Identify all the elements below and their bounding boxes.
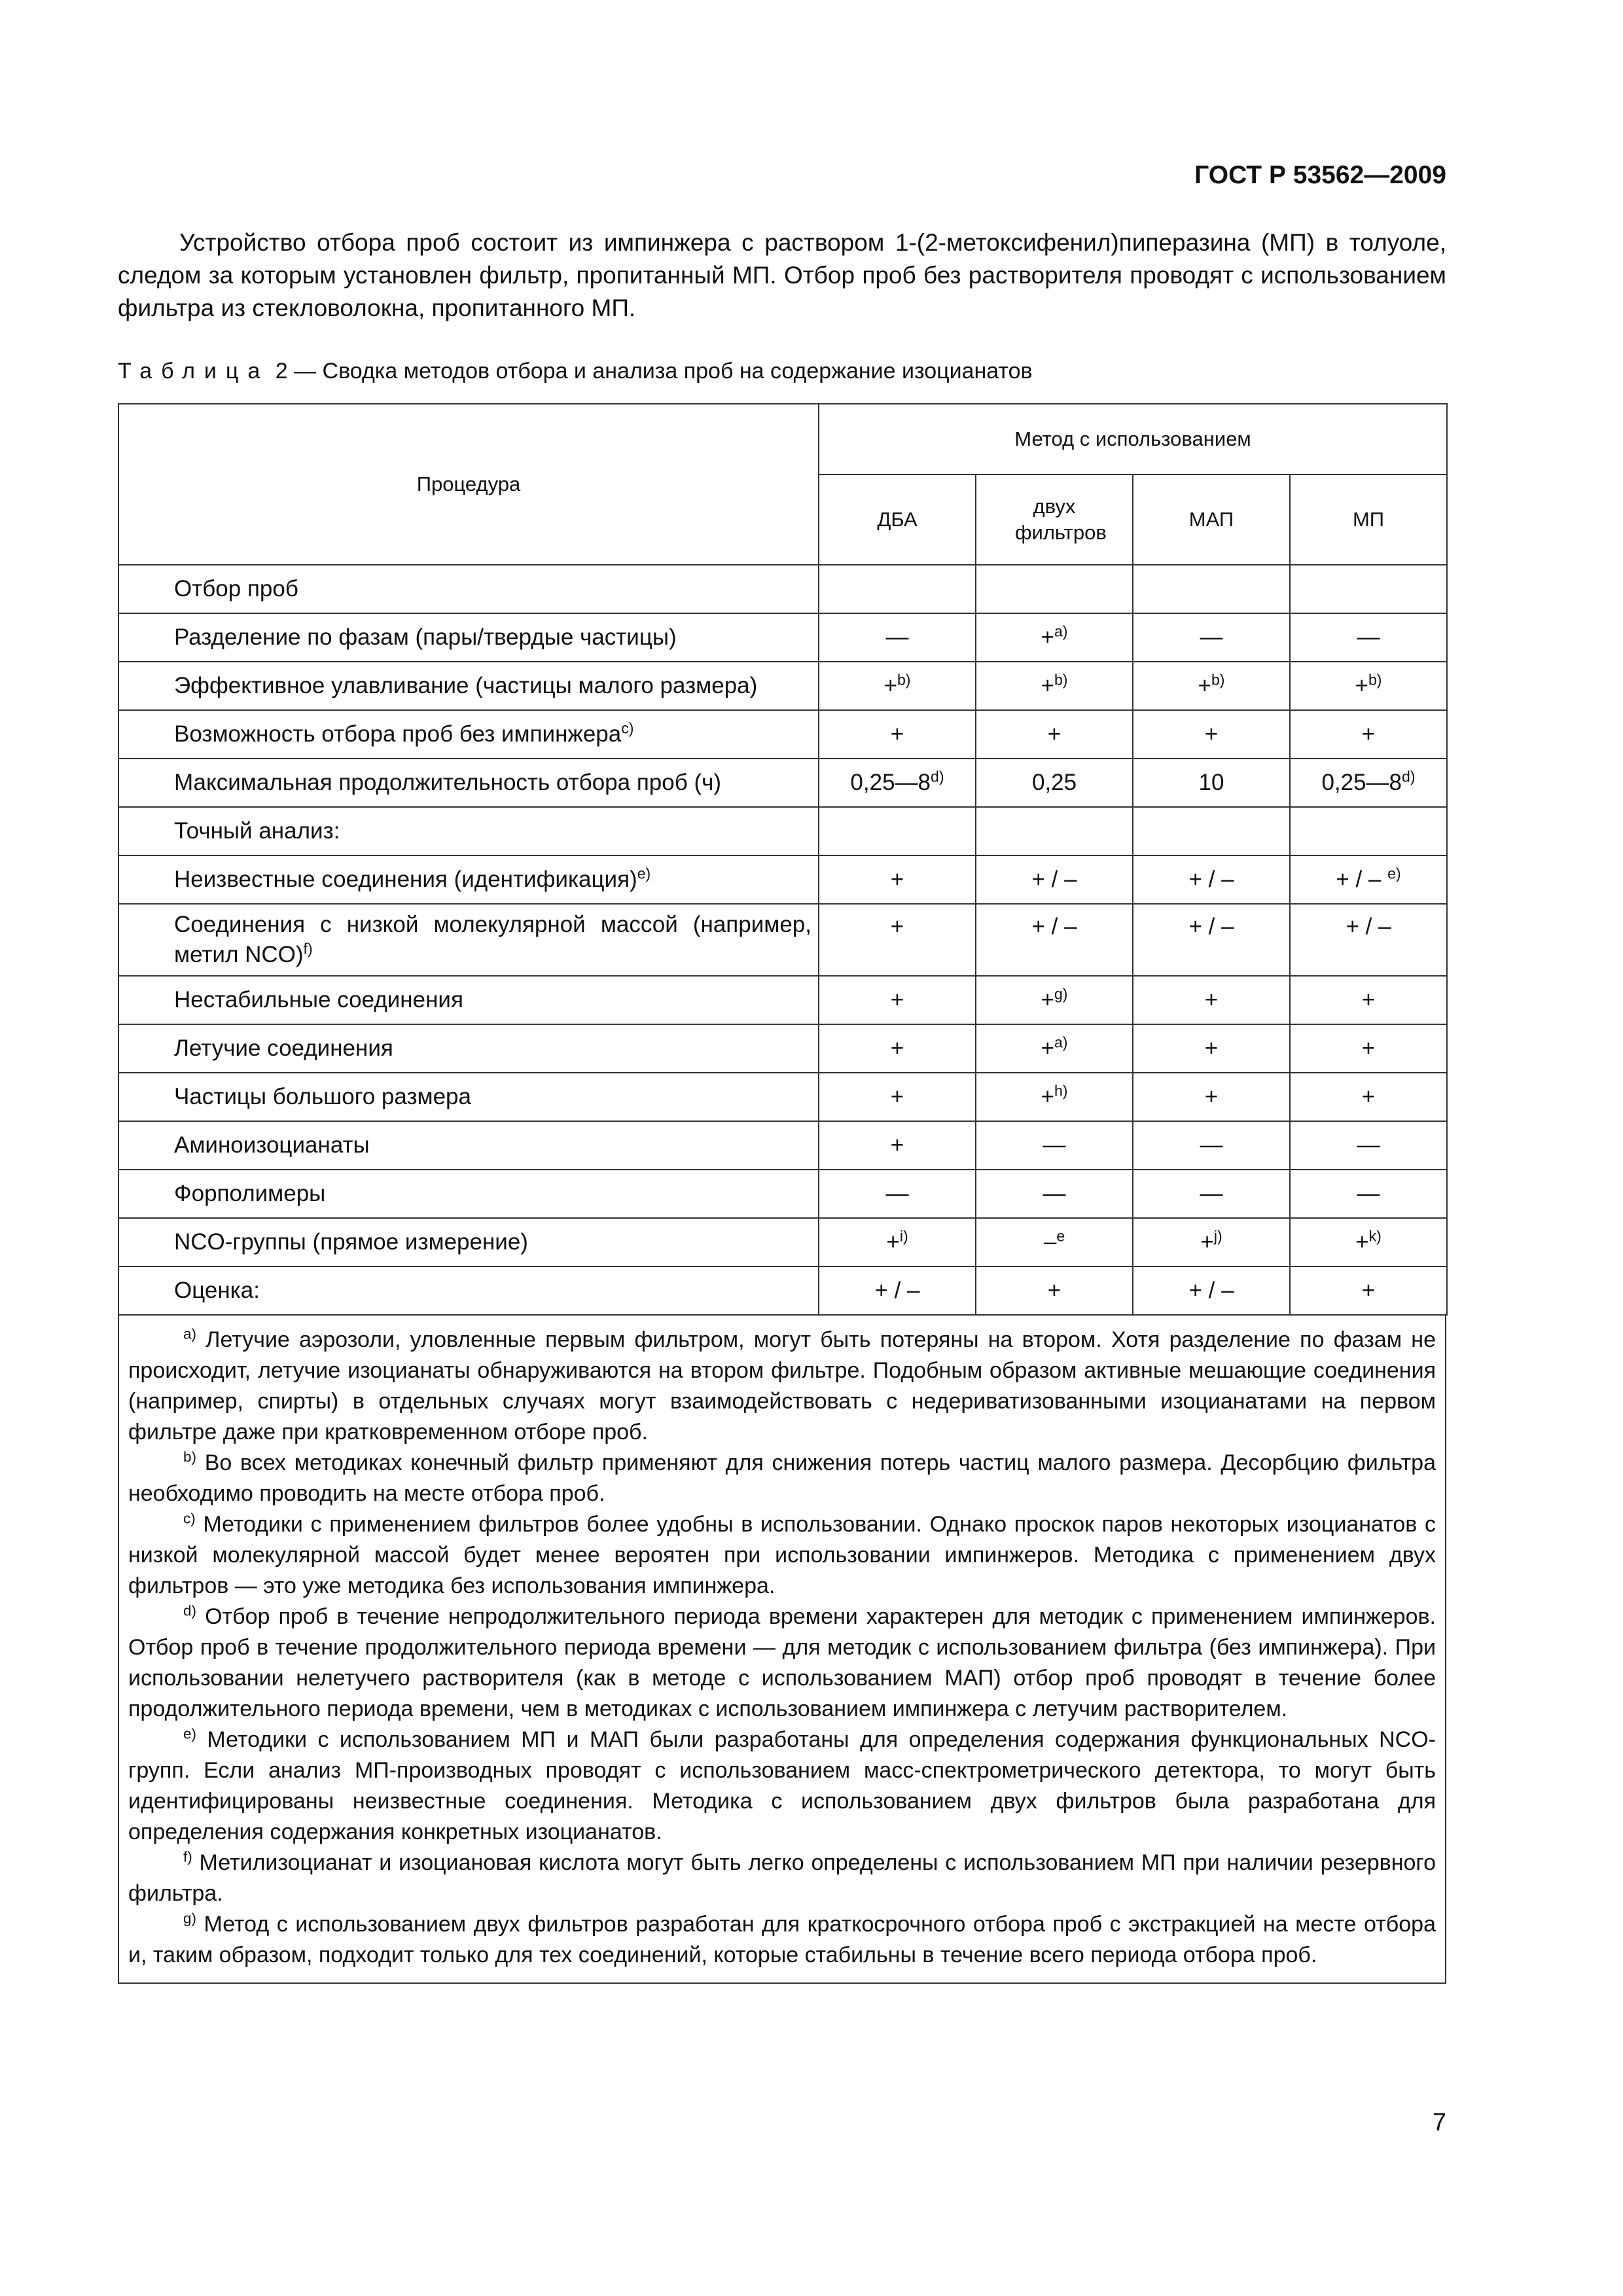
value-text: 0,25 (1031, 770, 1077, 795)
value-text: + / – (1188, 1278, 1234, 1303)
table-row (118, 1170, 1447, 1218)
footnote-mark: g) (183, 1910, 196, 1927)
value-text: — (885, 1181, 909, 1206)
footnote-ref: a) (1054, 1033, 1068, 1051)
table-row (118, 904, 1447, 976)
table-row (118, 759, 1447, 807)
procedure-cell (118, 1266, 819, 1315)
value-cell (1133, 710, 1290, 759)
value-cell (1290, 1073, 1447, 1121)
procedure-cell (118, 1170, 819, 1218)
value-cell (1133, 662, 1290, 710)
footnote-mark: c) (183, 1510, 196, 1527)
value-text: + (883, 673, 897, 698)
value-cell (1133, 759, 1290, 807)
value-text: — (1200, 1181, 1223, 1206)
procedure-text: Эффективное улавливание (частицы малого размера) (174, 673, 758, 698)
value-cell (819, 1024, 976, 1073)
footnote-ref: b) (1368, 671, 1382, 689)
value-text: + (1204, 1035, 1219, 1061)
procedure-cell (118, 1073, 819, 1121)
footnote-mark: b) (183, 1448, 196, 1465)
value-text: + (1041, 624, 1054, 650)
table-row (118, 1073, 1447, 1121)
value-text: + (1047, 721, 1061, 747)
header-method-group: Метод с использованием (819, 404, 1447, 475)
value-cell (819, 613, 976, 662)
procedure-cell (118, 1121, 819, 1170)
value-cell (1290, 1024, 1447, 1073)
value-cell (1133, 1170, 1290, 1218)
value-cell (976, 759, 1133, 807)
value-text: – (1043, 1229, 1057, 1255)
value-text: + / – (1188, 867, 1234, 892)
footnote-text: Во всех методиках конечный фильтр применяют для снижения потерь частиц малого размера. Десорбцию фильтра необходимо проводить на месте отбора проб. (128, 1450, 1436, 1506)
value-cell (1290, 976, 1447, 1024)
value-cell (976, 1121, 1133, 1170)
value-cell (976, 710, 1133, 759)
value-text: + / – (1031, 867, 1077, 892)
value-cell (1133, 855, 1290, 904)
value-text: + / – (874, 1278, 920, 1303)
procedure-cell (118, 613, 819, 662)
footnote-ref: f) (303, 940, 313, 958)
footnote-ref: e (1056, 1227, 1065, 1245)
procedure-text: Возможность отбора проб без импинжера (174, 721, 622, 747)
value-text: + (890, 1084, 904, 1109)
value-text: — (1043, 1132, 1066, 1158)
value-cell (819, 976, 976, 1024)
procedure-cell (118, 976, 819, 1024)
value-text: + (890, 721, 904, 747)
value-text: + (1200, 1229, 1214, 1255)
value-text: 0,25—8 (1321, 770, 1402, 795)
value-cell (819, 1121, 976, 1170)
summary-table (118, 403, 1448, 1316)
footnote-item (128, 1848, 1436, 1909)
value-cell (976, 855, 1133, 904)
procedure-cell (118, 855, 819, 904)
procedure-text: Частицы большого размера (174, 1084, 471, 1109)
value-cell (819, 904, 976, 976)
footnote-item (128, 1602, 1436, 1725)
value-cell (1290, 855, 1447, 904)
footnote-ref: e) (637, 865, 651, 882)
footnote-mark: e) (183, 1725, 196, 1742)
value-cell (1133, 565, 1290, 613)
procedure-cell (118, 662, 819, 710)
value-cell (976, 904, 1133, 976)
value-text: + / – (1188, 914, 1234, 939)
footnote-mark: a) (183, 1325, 196, 1342)
value-cell (976, 565, 1133, 613)
page-number: 7 (1432, 2109, 1446, 2136)
procedure-cell (118, 807, 819, 855)
value-text: — (1357, 1132, 1380, 1158)
value-text: 0,25—8 (850, 770, 931, 795)
value-cell (1133, 807, 1290, 855)
value-cell (1133, 904, 1290, 976)
procedure-cell (118, 1024, 819, 1073)
value-cell (1290, 1170, 1447, 1218)
procedure-cell (118, 759, 819, 807)
value-cell (1133, 1266, 1290, 1315)
procedure-text: Оценка: (174, 1278, 260, 1303)
value-text: + (1041, 673, 1054, 698)
table-row (118, 565, 1447, 613)
table-caption-label: Таблица (118, 359, 270, 384)
footnote-text: Отбор проб в течение непродолжительного периода времени характерен для методик с применением импинжеров. Отбор проб в течение продолжительного периода времени — для методик с использованием фильтра (без импинжера). При использовании нелетучего растворителя (как в методе с использованием МАП) отбор проб проводят в течение более продолжительного периода времени, чем в методиках с использованием импинжера с летучим растворителем. (128, 1604, 1436, 1721)
procedure-text: Нестабильные соединения (174, 987, 463, 1013)
footnote-ref: d) (931, 768, 944, 785)
procedure-text: Аминоизоцианаты (174, 1132, 370, 1158)
procedure-text: Соединения с низкой молекулярной массой (например, метил NCO) (174, 912, 812, 967)
value-cell (1290, 807, 1447, 855)
footnote-ref: i) (899, 1227, 908, 1245)
value-cell (1133, 613, 1290, 662)
value-text: — (1200, 1132, 1223, 1158)
footnote-item (128, 1725, 1436, 1848)
value-text: + (890, 1132, 904, 1158)
procedure-text: Максимальная продолжительность отбора проб (ч) (174, 770, 722, 795)
value-cell (819, 1266, 976, 1315)
table-row (118, 1024, 1447, 1073)
procedure-text: NCO-группы (прямое измерение) (174, 1229, 528, 1255)
value-text: + (1355, 673, 1368, 698)
footnote-item (128, 1448, 1436, 1509)
header-method-map: МАП (1133, 475, 1290, 565)
value-text: + (886, 1229, 900, 1255)
footnote-ref: g) (1054, 985, 1068, 1003)
value-text: + (1361, 987, 1376, 1013)
header-method-two-filters (976, 475, 1133, 565)
footnote-item (128, 1509, 1436, 1602)
value-cell (1290, 904, 1447, 976)
procedure-text: Точный анализ: (174, 818, 340, 844)
table-row (118, 662, 1447, 710)
value-text: + (1204, 1084, 1219, 1109)
value-cell (976, 662, 1133, 710)
table-row (118, 613, 1447, 662)
table-row (118, 1266, 1447, 1315)
procedure-cell (118, 710, 819, 759)
value-cell (1133, 1073, 1290, 1121)
value-cell (819, 710, 976, 759)
header-two-filters-text: двух фильтров (1015, 495, 1107, 544)
value-cell (819, 1170, 976, 1218)
table-caption (118, 359, 1033, 384)
procedure-text: Отбор проб (174, 576, 298, 601)
value-text: — (1043, 1181, 1066, 1206)
value-text: + / – (1031, 914, 1077, 939)
header-method-mp: МП (1290, 475, 1447, 565)
footnote-item (128, 1325, 1436, 1448)
table-row (118, 976, 1447, 1024)
footnote-ref: k) (1368, 1227, 1382, 1245)
value-cell (819, 759, 976, 807)
procedure-cell (118, 904, 819, 976)
value-text: — (1357, 624, 1380, 650)
value-cell (819, 807, 976, 855)
value-text: + (1041, 1035, 1054, 1061)
value-cell (1290, 710, 1447, 759)
footnote-ref: e) (1387, 865, 1401, 882)
footnote-ref: a) (1054, 622, 1068, 640)
value-cell (819, 662, 976, 710)
header-method-dba: ДБА (819, 475, 976, 565)
footnote-mark: d) (183, 1602, 196, 1619)
footnote-ref: b) (1211, 671, 1225, 689)
table-body (118, 565, 1447, 1315)
footnote-text: Методики с использованием МП и МАП были разработаны для определения содержания функциональных NCO-групп. Если анализ МП-производных проводят с использованием масс-спектрометрического детектора, то могут быть идентифицированы неизвестные соединения. Методика с использованием двух фильтров была разработана для определения содержания конкретных изоцианатов. (128, 1727, 1436, 1844)
footnote-mark: f) (183, 1848, 192, 1865)
value-text: + (1361, 1035, 1376, 1061)
intro-paragraph: Устройство отбора проб состоит из импинжера с раствором 1-(2-метоксифенил)пиперазина (МП) в толуоле, следом за которым установлен фильтр, пропитанный МП. Отбор проб без растворителя проводят с использованием фильтра из стекловолокна, пропитанного МП. (118, 229, 1446, 321)
value-text: + / – (1346, 914, 1391, 939)
footnote-ref: b) (1054, 671, 1068, 689)
value-cell (1290, 1121, 1447, 1170)
table-caption-text: 2 — Сводка методов отбора и анализа проб на содержание изоцианатов (269, 359, 1033, 384)
value-cell (976, 1218, 1133, 1266)
value-text: — (1200, 624, 1223, 650)
value-text: 10 (1198, 770, 1224, 795)
footnote-text: Метод с использованием двух фильтров разработан для краткосрочного отбора проб с экстракцией на месте отбора и, таким образом, подходит только для тех соединений, которые стабильны в течение всего периода отбора проб. (128, 1912, 1436, 1967)
table-row (118, 1121, 1447, 1170)
value-cell (819, 565, 976, 613)
value-cell (1290, 613, 1447, 662)
procedure-text: Разделение по фазам (пары/твердые частицы) (174, 624, 677, 650)
value-cell (819, 855, 976, 904)
value-text: + (890, 1035, 904, 1061)
value-text: + / – (1336, 867, 1388, 892)
value-text: + (1041, 987, 1054, 1013)
value-cell (1133, 1121, 1290, 1170)
value-cell (1290, 565, 1447, 613)
value-cell (819, 1218, 976, 1266)
table-row (118, 807, 1447, 855)
value-text: + (1204, 721, 1219, 747)
value-cell (976, 1170, 1133, 1218)
table-container (118, 403, 1446, 1984)
value-text: + (1204, 987, 1219, 1013)
value-text: + (1047, 1278, 1061, 1303)
value-cell (976, 976, 1133, 1024)
procedure-cell (118, 1218, 819, 1266)
footnote-ref: c) (621, 719, 634, 737)
procedure-text: Неизвестные соединения (идентификация) (174, 867, 637, 892)
value-cell (1290, 662, 1447, 710)
value-text: + (1041, 1084, 1054, 1109)
footnote-ref: h) (1054, 1082, 1068, 1100)
value-cell (1290, 759, 1447, 807)
procedure-text: Форполимеры (174, 1181, 326, 1206)
value-text: + (1361, 721, 1376, 747)
procedure-text: Летучие соединения (174, 1035, 393, 1061)
value-cell (1133, 1024, 1290, 1073)
table-row (118, 1218, 1447, 1266)
footnote-item (128, 1909, 1436, 1971)
value-cell (976, 613, 1133, 662)
value-text: + (1198, 673, 1211, 698)
footnote-ref: b) (897, 671, 911, 689)
value-cell (1290, 1266, 1447, 1315)
value-cell (819, 1073, 976, 1121)
value-cell (1290, 1218, 1447, 1266)
footnote-ref: d) (1402, 768, 1416, 785)
value-text: — (1357, 1181, 1380, 1206)
footnote-text: Методики с применением фильтров более удобны в использовании. Однако проскок паров некоторых изоцианатов с низкой молекулярной массой будет менее вероятен при использовании импинжеров. Методика с применением двух фильтров — это уже методика без использования импинжера. (128, 1512, 1436, 1598)
value-cell (1133, 1218, 1290, 1266)
procedure-cell (118, 565, 819, 613)
value-text: + (890, 987, 904, 1013)
value-text: + (890, 914, 904, 939)
table-row (118, 710, 1447, 759)
table-row (118, 855, 1447, 904)
value-text: — (885, 624, 909, 650)
value-text: + (1361, 1084, 1376, 1109)
value-cell (1133, 976, 1290, 1024)
value-text: + (1355, 1229, 1369, 1255)
footnote-text: Метилизоцианат и изоциановая кислота могут быть легко определены с использованием МП при наличии резервного фильтра. (128, 1850, 1436, 1906)
footnotes (118, 1316, 1446, 1984)
value-cell (976, 1266, 1133, 1315)
document-code: ГОСТ Р 53562—2009 (1194, 161, 1446, 189)
value-cell (976, 1024, 1133, 1073)
header-procedure: Процедура (118, 404, 819, 565)
footnote-ref: j) (1213, 1227, 1222, 1245)
value-text: + (1361, 1278, 1376, 1303)
value-cell (976, 1073, 1133, 1121)
value-cell (976, 807, 1133, 855)
value-text: + (890, 867, 904, 892)
footnote-text: Летучие аэрозоли, уловленные первым фильтром, могут быть потеряны на втором. Хотя разделение по фазам не происходит, летучие изоцианаты обнаруживаются на втором фильтре. Подобным образом активные мешающие соединения (например, спирты) в отдельных случаях могут взаимодействовать с недериватизованными изоцианатами на первом фильтре даже при кратковременном отборе проб. (128, 1327, 1436, 1444)
